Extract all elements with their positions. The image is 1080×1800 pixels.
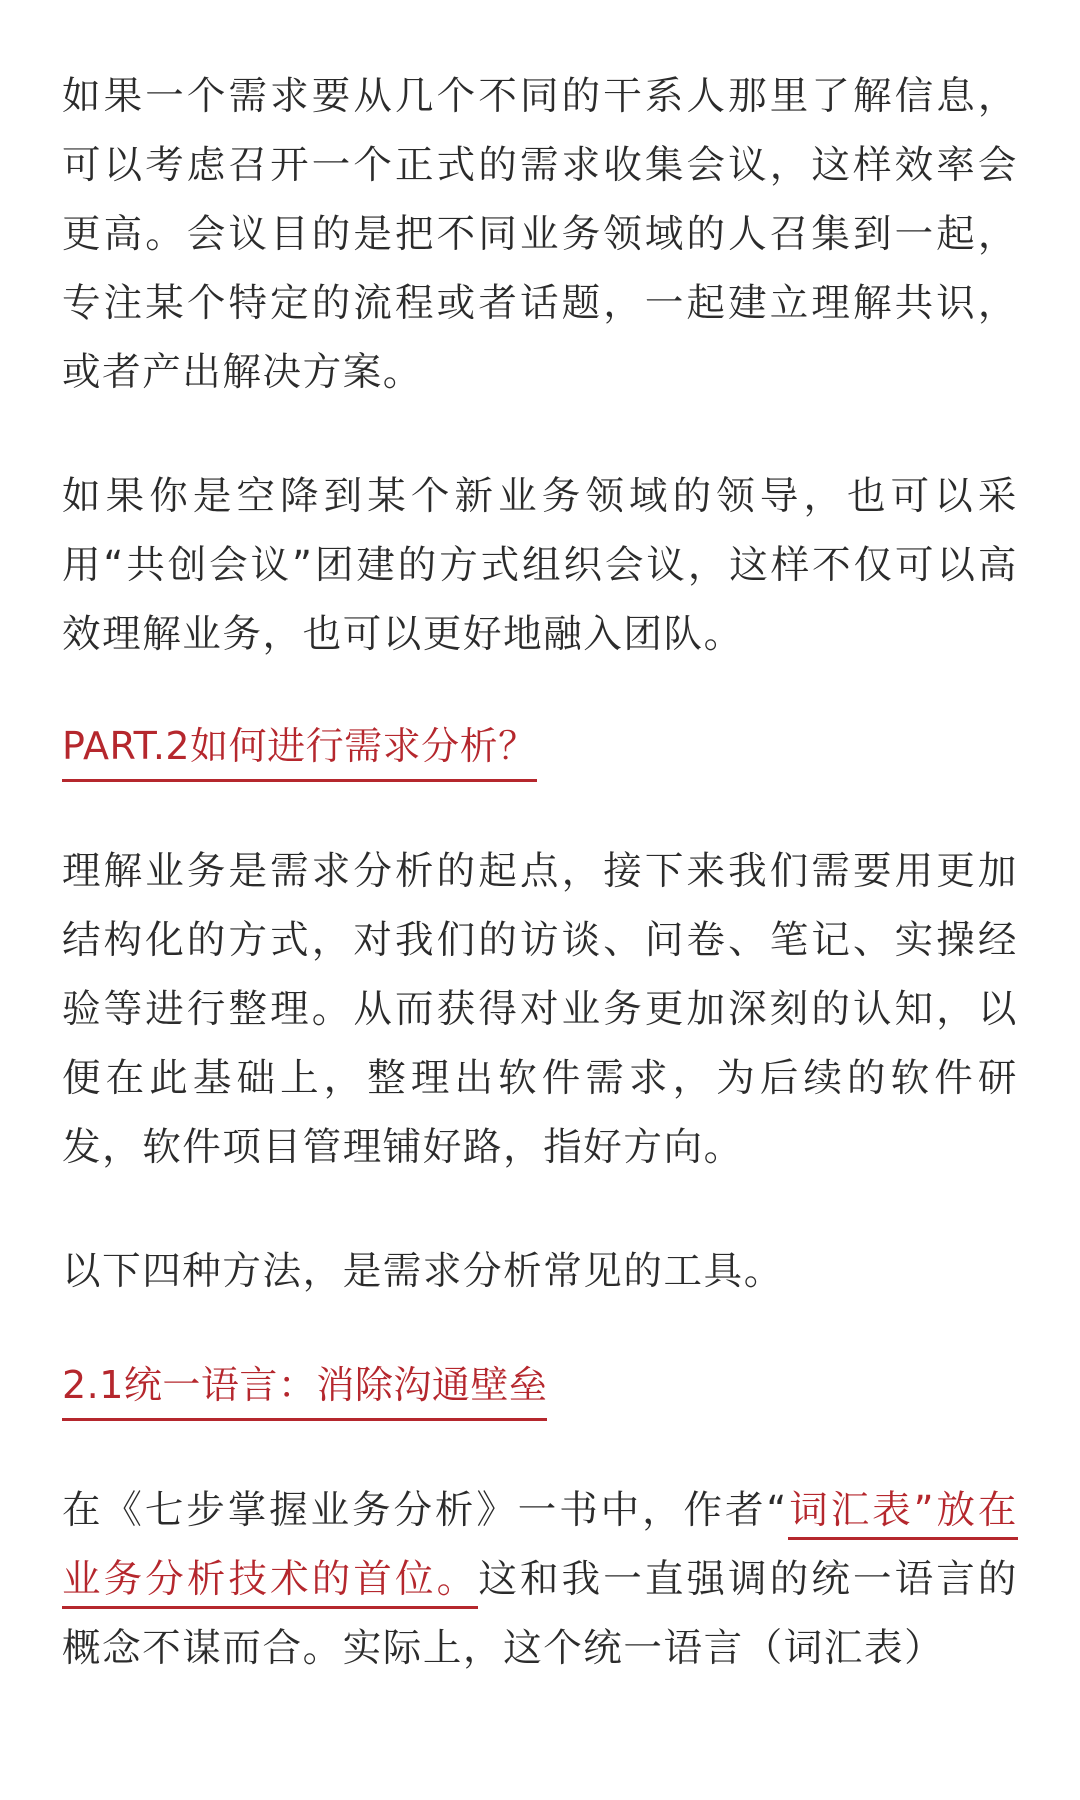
paragraph-co-creation-meeting: 如果你是空降到某个新业务领域的领导，也可以采用“共创会议”团建的方式组织会议，这样不仅可以高效理解业务，也可以更好地融入团队。 bbox=[62, 474, 1018, 657]
section-heading-part2-wrap bbox=[62, 719, 1018, 782]
paragraph-four-methods: 以下四种方法，是需求分析常见的工具。 bbox=[62, 1249, 784, 1294]
section-heading-2-1-wrap bbox=[62, 1358, 1018, 1421]
paragraph-glossary-lead: 在《七步掌握业务分析》一书中，作者“ bbox=[62, 1488, 788, 1533]
section-heading-part2: PART.2如何进行需求分析？ bbox=[62, 719, 537, 782]
section-heading-2-1: 2.1统一语言：消除沟通壁垒 bbox=[62, 1358, 547, 1421]
paragraph-requirements-meeting: 如果一个需求要从几个不同的干系人那里了解信息，可以考虑召开一个正式的需求收集会议，这样效率会更高。会议目的是把不同业务领域的人召集到一起，专注某个特定的流程或者话题，一起建立理解共识，或者产出解决方案。 bbox=[62, 74, 1018, 395]
highlighted-glossary-phrase: 词汇表”放在业务分析技术的首位。 bbox=[62, 1488, 1018, 1609]
paragraph-glossary-tail: 这和我一直强调的统一语言的概念不谋而合。实际上，这个统一语言（词汇表） bbox=[62, 1557, 1018, 1671]
paragraph-requirements-analysis: 理解业务是需求分析的起点，接下来我们需要用更加结构化的方式，对我们的访谈、问卷、笔记、实操经验等进行整理。从而获得对业务更加深刻的认知，以便在此基础上，整理出软件需求，为后续的软件研发，软件项目管理铺好路，指好方向。 bbox=[62, 849, 1018, 1170]
paragraph-glossary bbox=[62, 1476, 1018, 1683]
